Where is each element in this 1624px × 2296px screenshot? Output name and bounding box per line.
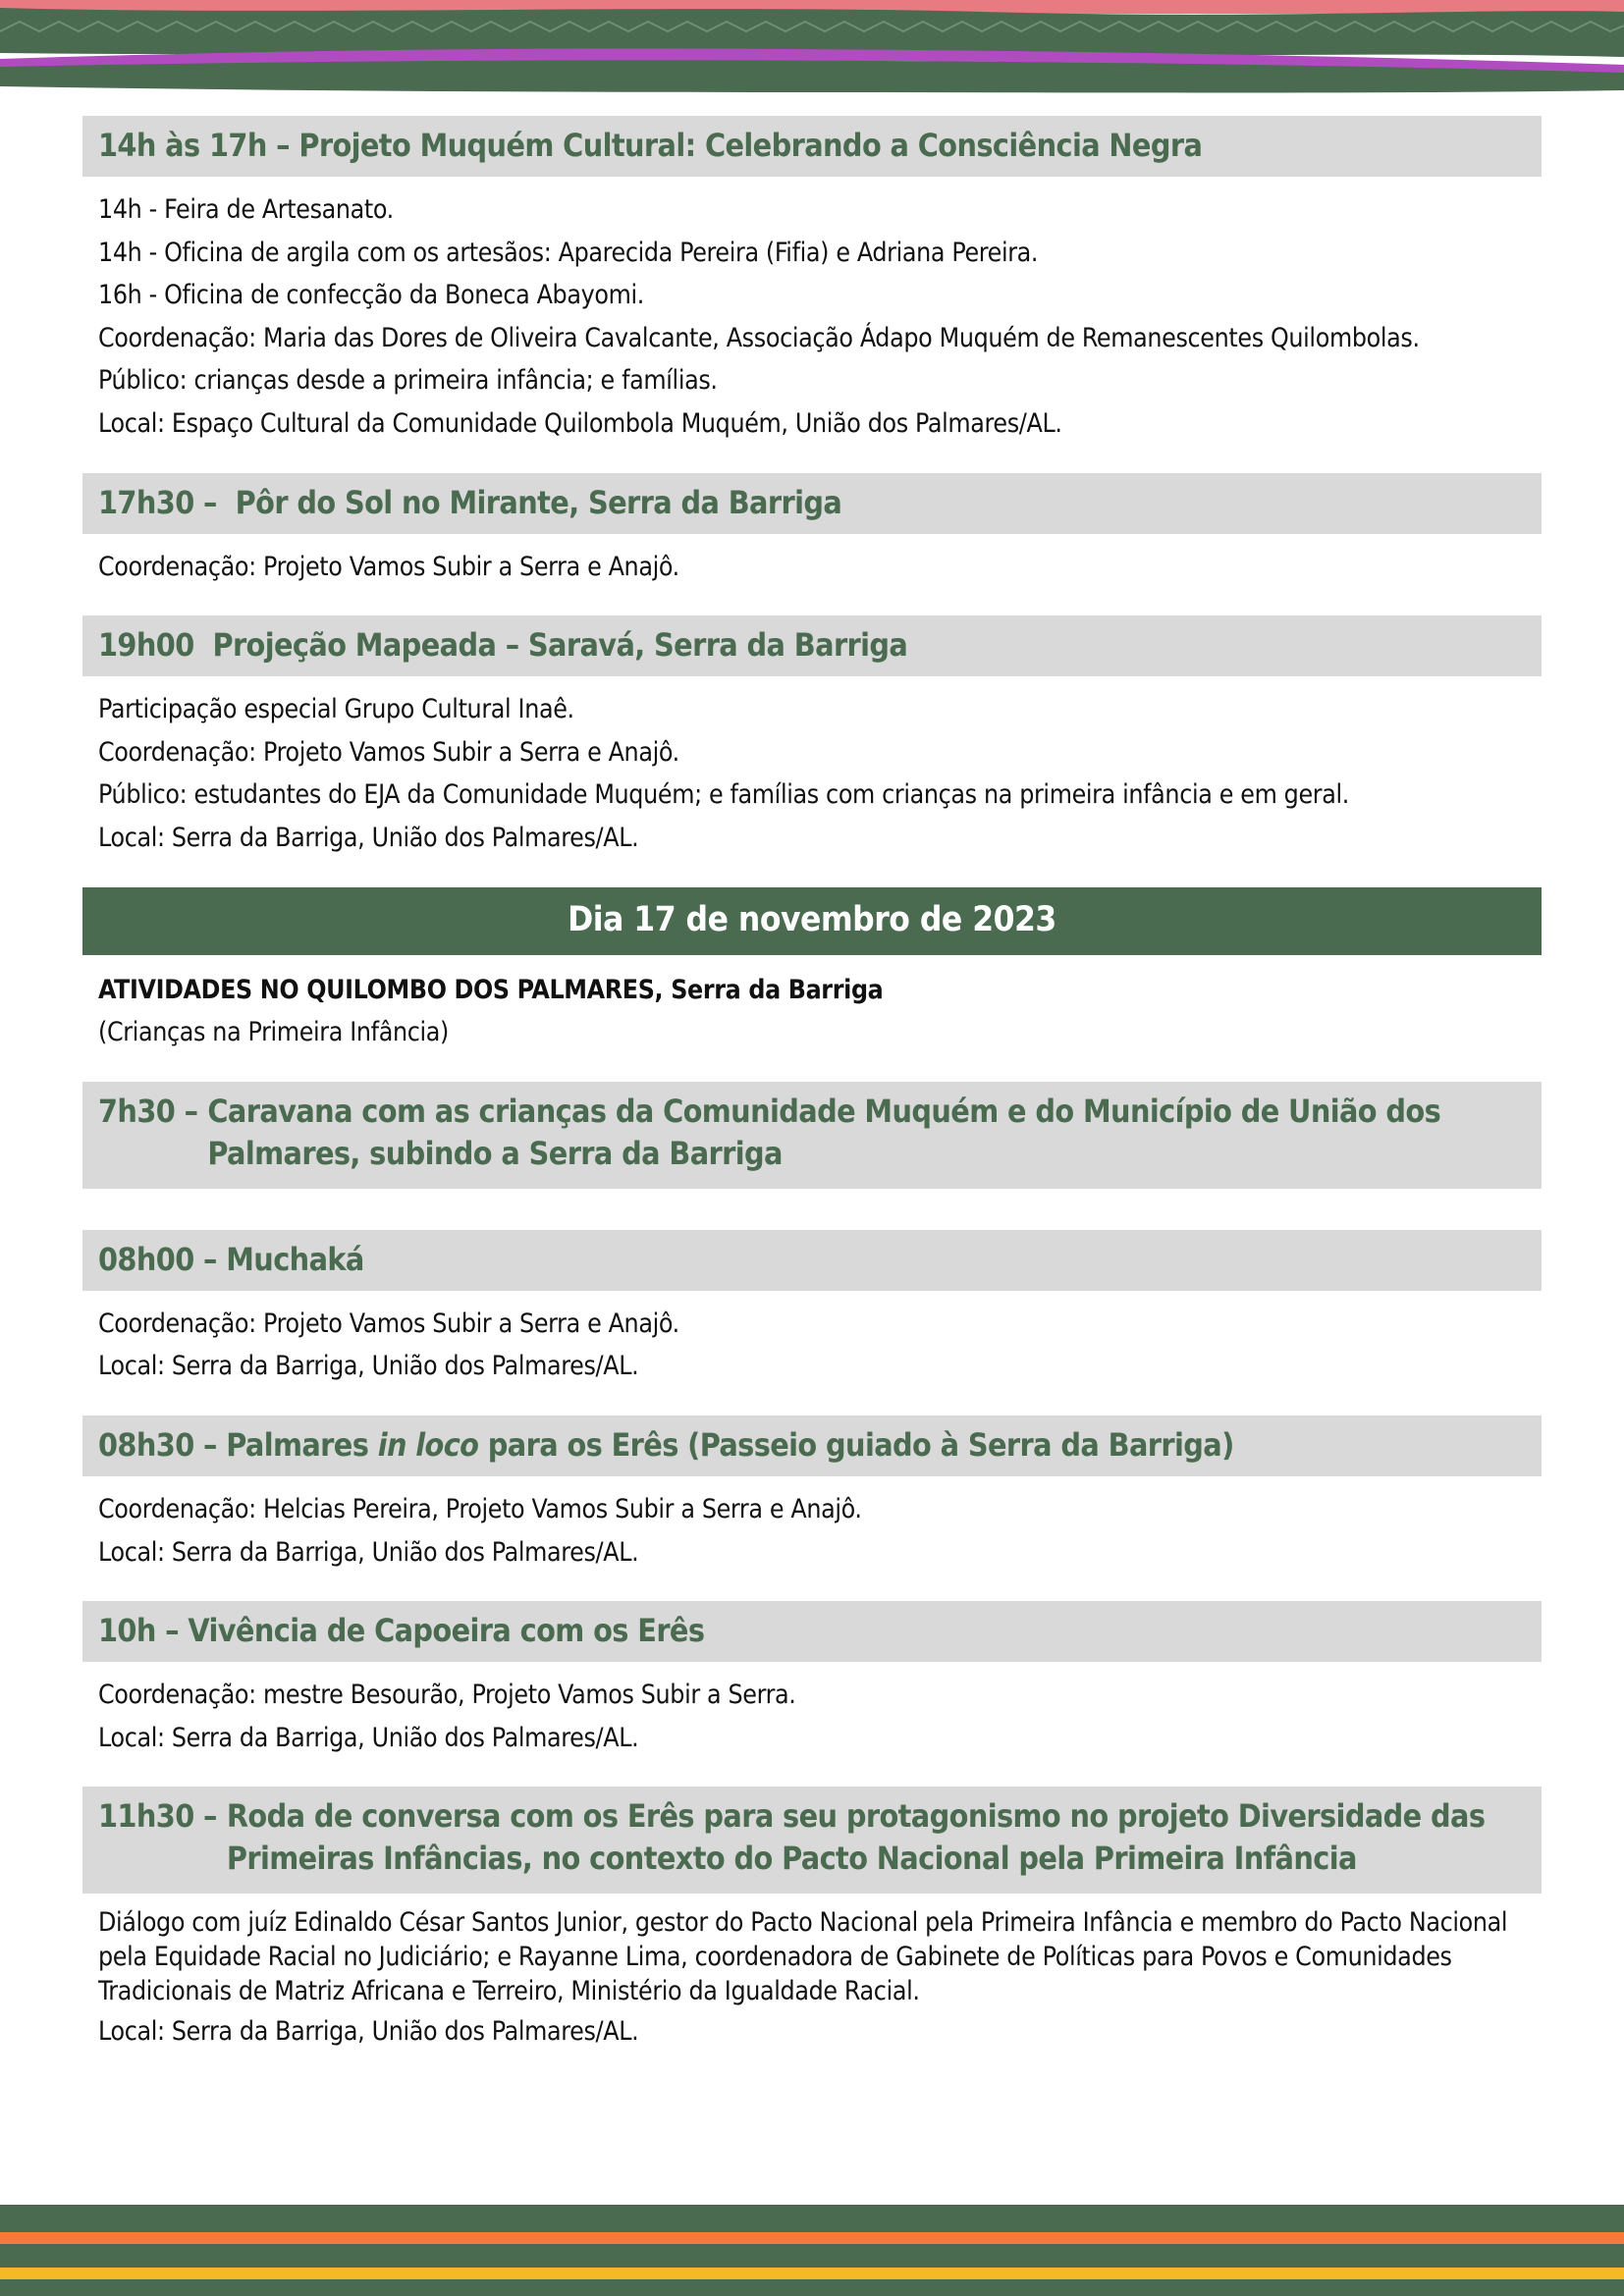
section-heading-caravana (82, 1082, 1542, 1189)
detail-line: Coordenação: Projeto Vamos Subir a Serra e Anajô. (98, 736, 679, 768)
detail-line: Local: Serra da Barriga, União dos Palmares/AL. (98, 1536, 639, 1568)
detail-line: Coordenação: Maria das Dores de Oliveira Cavalcante, Associação Ádapo Muquém de Remanescentes Quilombolas. (98, 322, 1420, 353)
section-heading-palmares-in-loco (82, 1415, 1542, 1476)
schedule-content (82, 116, 1542, 2054)
bottom-band-green-3 (0, 2279, 1624, 2296)
section-details-por-do-sol (82, 534, 1542, 589)
bottom-band-yellow (0, 2268, 1624, 2279)
section-details-palmares-in-loco (82, 1476, 1542, 1574)
detail-line: Coordenação: Projeto Vamos Subir a Serra e Anajô. (98, 1308, 679, 1339)
heading-before: 08h30 – Palmares (98, 1425, 378, 1464)
heading-italic: in loco (377, 1425, 479, 1464)
section-heading-projeto-muquem: 14h às 17h – Projeto Muquém Cultural: Celebrando a Consciência Negra (82, 116, 1542, 177)
section-paragraph-roda-de-conversa: Diálogo com juíz Edinaldo César Santos Junior, gestor do Pacto Nacional pela Primeira Infância e membro do Pacto Nacional pela Equidade Racial no Judiciário; e Rayanne Lima, coordenadora de Gabinete de Políticas para Povos e Comunidades Tradicionais de Matriz Africana e Terreiro, Ministério da Igualdade Racial. (98, 1907, 1508, 2007)
detail-line: Público: estudantes do EJA da Comunidade Muquém; e famílias com crianças na primeira infância e em geral. (98, 779, 1349, 811)
heading-title: Caravana com as crianças da Comunidade Muquém e do Município de União dos Palmares, subindo a Serra da Barriga (207, 1092, 1441, 1172)
activities-location: Serra da Barriga (663, 974, 884, 1005)
activities-line (98, 969, 1526, 1012)
section-heading-roda-de-conversa (82, 1787, 1542, 1894)
section-heading-projecao-mapeada: 19h00 Projeção Mapeada – Saravá, Serra da Barriga (82, 615, 1542, 676)
day-banner: Dia 17 de novembro de 2023 (82, 887, 1542, 955)
section-local-roda-de-conversa (82, 2008, 1542, 2054)
detail-line: Local: Serra da Barriga, União dos Palmares/AL. (98, 822, 639, 853)
top-decorative-band (0, 0, 1624, 98)
section-details-projeto-muquem (82, 177, 1542, 446)
detail-line: 14h - Feira de Artesanato. (98, 194, 394, 225)
audience-line: (Crianças na Primeira Infância) (98, 1017, 449, 1048)
section-details-muchaka (82, 1291, 1542, 1388)
day-intro (82, 955, 1542, 1054)
detail-line: 14h - Oficina de argila com os artesãos: Aparecida Pereira (Fifia) e Adriana Pereira. (98, 237, 1039, 268)
bottom-band-green-2 (0, 2244, 1624, 2268)
section-heading-por-do-sol: 17h30 – Pôr do Sol no Mirante, Serra da Barriga (82, 473, 1542, 534)
bottom-band-green-1 (0, 2205, 1624, 2232)
heading-title: Roda de conversa com os Erês para seu protagonismo no projeto Diversidade das Primeiras Infâncias, no contexto do Pacto Nacional pela Primeira Infância (226, 1797, 1486, 1878)
detail-line: Público: crianças desde a primeira infância; e famílias. (98, 365, 718, 397)
activities-bold: ATIVIDADES NO QUILOMBO DOS PALMARES, (98, 974, 664, 1005)
detail-line: Coordenação: mestre Besourão, Projeto Vamos Subir a Serra. (98, 1680, 796, 1711)
bottom-band-orange (0, 2232, 1624, 2244)
detail-line: Local: Serra da Barriga, União dos Palmares/AL. (98, 2016, 639, 2048)
detail-line: Coordenação: Helcias Pereira, Projeto Vamos Subir a Serra e Anajô. (98, 1493, 862, 1524)
heading-after: para os Erês (Passeio guiado à Serra da Barriga) (478, 1425, 1234, 1464)
heading-time: 11h30 – (98, 1797, 217, 1836)
detail-line: Local: Serra da Barriga, União dos Palmares/AL. (98, 1351, 639, 1382)
bottom-decorative-band (0, 2205, 1624, 2296)
heading-time: 7h30 – (98, 1092, 198, 1130)
section-details-projecao-mapeada (82, 676, 1542, 859)
section-details-capoeira (82, 1662, 1542, 1759)
detail-line: Coordenação: Projeto Vamos Subir a Serra e Anajô. (98, 551, 679, 582)
detail-line: Local: Serra da Barriga, União dos Palmares/AL. (98, 1722, 639, 1753)
detail-line: 16h - Oficina de confecção da Boneca Abayomi. (98, 280, 644, 311)
detail-line: Local: Espaço Cultural da Comunidade Quilombola Muquém, União dos Palmares/AL. (98, 407, 1062, 439)
section-heading-muchaka: 08h00 – Muchaká (82, 1230, 1542, 1291)
section-heading-capoeira: 10h – Vivência de Capoeira com os Erês (82, 1601, 1542, 1662)
detail-line: Participação especial Grupo Cultural Inaê. (98, 694, 574, 725)
